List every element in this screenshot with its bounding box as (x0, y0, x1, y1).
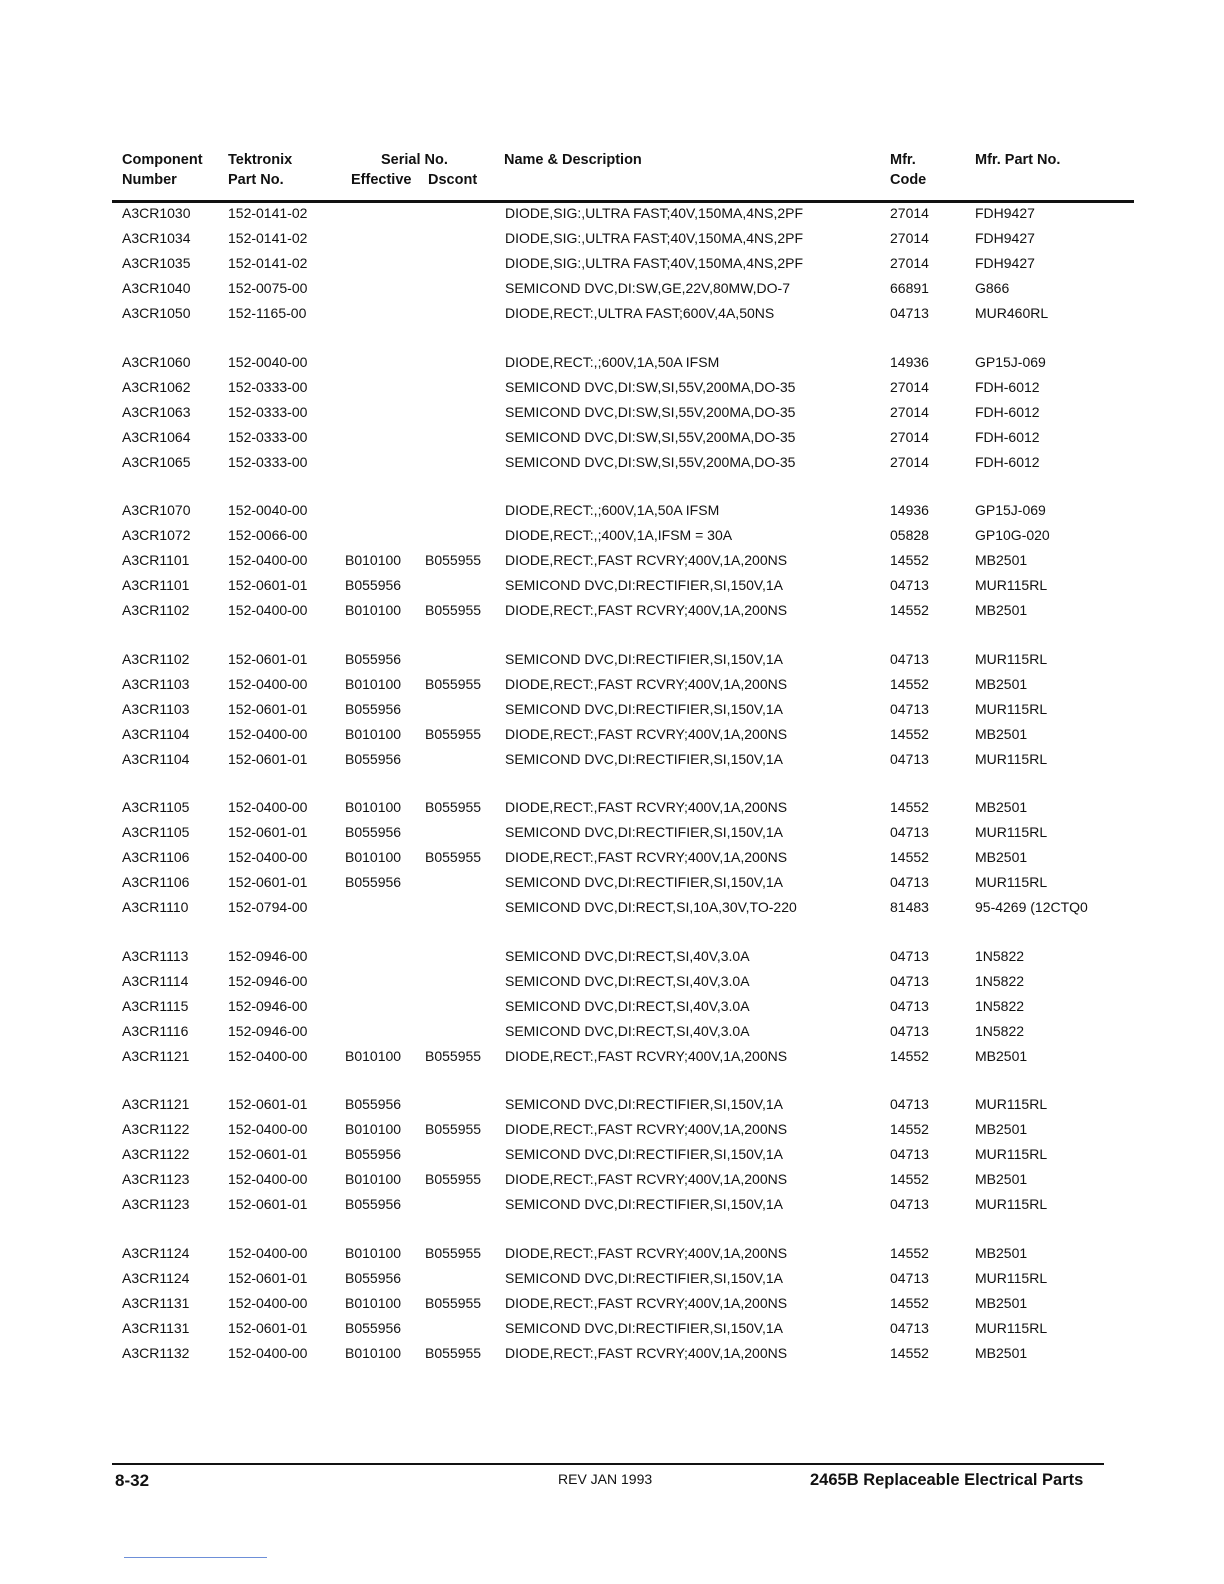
revision-date: REV JAN 1993 (558, 1471, 653, 1487)
part-number: 152-0075-00 (228, 280, 308, 296)
mfr-code: 27014 (890, 255, 929, 271)
serial-effective: B010100 (345, 1047, 402, 1064)
component-number: A3CR1122 (122, 1121, 190, 1137)
component-number: A3CR1121 (122, 1047, 190, 1064)
description: DIODE,RECT:,ULTRA FAST;600V,4A,50NS (505, 305, 775, 321)
description: DIODE,RECT:,;600V,1A,50A IFSM (505, 353, 720, 370)
header-serial-effective: Effective (351, 172, 412, 188)
mfr-code: 04713 (890, 1146, 929, 1162)
description: SEMICOND DVC,DI:RECTIFIER,SI,150V,1A (505, 650, 783, 667)
component-number: A3CR1114 (122, 972, 189, 989)
component-number: A3CR1105 (122, 799, 190, 815)
mfr-part-number: 1N5822 (975, 997, 1025, 1014)
component-number: A3CR1103 (122, 700, 190, 717)
page-number: 8-32 (115, 1471, 150, 1490)
serial-effective: B055956 (345, 1096, 402, 1112)
part-number: 152-0040-00 (228, 502, 308, 518)
table-row (0, 649, 1224, 669)
description: SEMICOND DVC,DI:RECTIFIER,SI,150V,1A (505, 1146, 783, 1162)
table-row (0, 253, 1224, 273)
table-row (0, 1268, 1224, 1288)
table-row (0, 946, 1224, 966)
mfr-code: 14552 (890, 1344, 929, 1361)
mfr-part-number: FDH-6012 (975, 428, 1040, 445)
mfr-part-number: MUR460RL (975, 305, 1049, 321)
component-number: A3CR1064 (122, 428, 191, 445)
mfr-part-number: MB2501 (975, 552, 1028, 568)
mfr-part-number: MUR115RL (975, 1269, 1048, 1286)
description: DIODE,RECT:,FAST RCVRY;400V,1A,200NS (505, 675, 788, 692)
serial-dscont: B055955 (425, 725, 482, 742)
mfr-part-number: 1N5822 (975, 1022, 1025, 1039)
mfr-code: 04713 (890, 750, 929, 767)
mfr-part-number: FDH-6012 (975, 403, 1040, 420)
table-row (0, 203, 1224, 223)
table-row (0, 674, 1224, 694)
serial-dscont: B055955 (425, 675, 482, 692)
mfr-part-number: MB2501 (975, 1244, 1028, 1261)
footer-rule (112, 1463, 1104, 1465)
description: SEMICOND DVC,DI:RECTIFIER,SI,150V,1A (505, 1096, 783, 1112)
mfr-part-number: FDH9427 (975, 255, 1035, 271)
header-component: Component Number (122, 152, 203, 188)
mfr-code: 14552 (890, 1121, 929, 1137)
header-mfr-code: Mfr. Code (890, 152, 927, 188)
table-row (0, 1046, 1224, 1066)
description: SEMICOND DVC,DI:RECTIFIER,SI,150V,1A (505, 1269, 783, 1286)
part-number: 152-0333-00 (228, 403, 308, 420)
mfr-part-number: MUR115RL (975, 1319, 1048, 1336)
mfr-part-number: 1N5822 (975, 972, 1025, 989)
serial-effective: B010100 (345, 602, 402, 618)
header-name-description: Name & Description (504, 152, 642, 168)
mfr-part-number: MUR115RL (975, 650, 1048, 667)
table-row (0, 749, 1224, 769)
mfr-code: 04713 (890, 650, 929, 667)
table-row (0, 1243, 1224, 1263)
description: DIODE,RECT:,FAST RCVRY;400V,1A,200NS (505, 799, 788, 815)
part-number: 152-0601-01 (228, 874, 308, 890)
part-number: 152-0601-01 (228, 1146, 308, 1162)
mfr-part-number: MB2501 (975, 1344, 1028, 1361)
serial-effective: B055956 (345, 1269, 402, 1286)
mfr-code: 04713 (890, 1022, 929, 1039)
description: SEMICOND DVC,DI:SW,SI,55V,200MA,DO-35 (505, 428, 796, 445)
part-number: 152-0400-00 (228, 725, 308, 742)
component-number: A3CR1131 (122, 1294, 190, 1311)
table-row (0, 228, 1224, 248)
mfr-code: 27014 (890, 378, 929, 395)
mfr-code: 27014 (890, 453, 929, 470)
component-number: A3CR1063 (122, 403, 191, 420)
component-number: A3CR1060 (122, 353, 191, 370)
component-number: A3CR1115 (122, 997, 189, 1014)
part-number: 152-0946-00 (228, 947, 308, 964)
mfr-code: 04713 (890, 305, 929, 321)
description: SEMICOND DVC,DI:RECTIFIER,SI,150V,1A (505, 874, 783, 890)
mfr-part-number: GP15J-069 (975, 353, 1046, 370)
blue-rule (124, 1557, 267, 1558)
part-number: 152-1165-00 (228, 305, 307, 321)
component-number: A3CR1035 (122, 255, 191, 271)
serial-effective: B055956 (345, 1196, 402, 1212)
part-number: 152-0141-02 (228, 255, 308, 271)
component-number: A3CR1072 (122, 527, 191, 543)
description: SEMICOND DVC,DI:RECTIFIER,SI,150V,1A (505, 824, 783, 840)
component-number: A3CR1121 (122, 1096, 190, 1112)
table-row (0, 1144, 1224, 1164)
part-number: 152-0400-00 (228, 1047, 308, 1064)
table-row (0, 377, 1224, 397)
serial-effective: B010100 (345, 1121, 402, 1137)
mfr-code: 04713 (890, 1096, 929, 1112)
serial-effective: B055956 (345, 1146, 402, 1162)
table-row (0, 550, 1224, 570)
description: SEMICOND DVC,DI:RECTIFIER,SI,150V,1A (505, 577, 783, 593)
mfr-code: 04713 (890, 997, 929, 1014)
component-number: A3CR1102 (122, 650, 190, 667)
serial-dscont: B055955 (425, 799, 482, 815)
serial-dscont: B055955 (425, 1244, 482, 1261)
serial-dscont: B055955 (425, 1171, 482, 1187)
description: DIODE,RECT:,FAST RCVRY;400V,1A,200NS (505, 1171, 788, 1187)
component-number: A3CR1050 (122, 305, 191, 321)
part-number: 152-0400-00 (228, 1294, 308, 1311)
table-row (0, 996, 1224, 1016)
mfr-code: 04713 (890, 874, 929, 890)
mfr-part-number: MUR115RL (975, 1196, 1048, 1212)
mfr-code: 66891 (890, 280, 929, 296)
description: SEMICOND DVC,DI:RECTIFIER,SI,150V,1A (505, 700, 783, 717)
description: DIODE,RECT:,;600V,1A,50A IFSM (505, 502, 720, 518)
description: SEMICOND DVC,DI:RECTIFIER,SI,150V,1A (505, 750, 783, 767)
serial-effective: B010100 (345, 1244, 402, 1261)
description: DIODE,RECT:,FAST RCVRY;400V,1A,200NS (505, 602, 788, 618)
description: SEMICOND DVC,DI:SW,SI,55V,200MA,DO-35 (505, 453, 796, 470)
table-row (0, 525, 1224, 545)
serial-effective: B010100 (345, 849, 402, 865)
component-number: A3CR1131 (122, 1319, 190, 1336)
mfr-part-number: MB2501 (975, 799, 1028, 815)
serial-effective: B055956 (345, 650, 402, 667)
mfr-part-number: FDH9427 (975, 230, 1035, 246)
component-number: A3CR1105 (122, 824, 190, 840)
mfr-code: 27014 (890, 205, 929, 221)
description: DIODE,RECT:,FAST RCVRY;400V,1A,200NS (505, 1047, 788, 1064)
mfr-code: 27014 (890, 230, 929, 246)
part-number: 152-0400-00 (228, 1244, 308, 1261)
table-row (0, 402, 1224, 422)
mfr-code: 04713 (890, 1269, 929, 1286)
mfr-code: 14552 (890, 1171, 929, 1187)
mfr-code: 04713 (890, 1319, 929, 1336)
part-number: 152-0400-00 (228, 552, 308, 568)
component-number: A3CR1101 (122, 577, 190, 593)
mfr-part-number: MUR115RL (975, 750, 1048, 767)
serial-effective: B010100 (345, 675, 402, 692)
description: DIODE,RECT:,FAST RCVRY;400V,1A,200NS (505, 1294, 788, 1311)
part-number: 152-0601-01 (228, 1096, 308, 1112)
component-number: A3CR1065 (122, 453, 191, 470)
mfr-code: 14936 (890, 353, 929, 370)
mfr-part-number: MB2501 (975, 849, 1028, 865)
table-row (0, 1318, 1224, 1338)
mfr-code: 04713 (890, 1196, 929, 1212)
description: SEMICOND DVC,DI:RECTIFIER,SI,150V,1A (505, 1319, 783, 1336)
mfr-part-number: MUR115RL (975, 1096, 1048, 1112)
serial-effective: B055956 (345, 577, 402, 593)
description: DIODE,RECT:,FAST RCVRY;400V,1A,200NS (505, 725, 788, 742)
table-row (0, 699, 1224, 719)
part-number: 152-0601-01 (228, 650, 308, 667)
header-mfr-part: Mfr. Part No. (975, 152, 1061, 168)
component-number: A3CR1104 (122, 750, 190, 767)
mfr-code: 05828 (890, 527, 929, 543)
part-number: 152-0601-01 (228, 1269, 308, 1286)
component-number: A3CR1123 (122, 1196, 190, 1212)
serial-effective: B010100 (345, 1294, 402, 1311)
mfr-part-number: MUR115RL (975, 1146, 1048, 1162)
component-number: A3CR1034 (122, 230, 191, 246)
description: SEMICOND DVC,DI:SW,SI,55V,200MA,DO-35 (505, 378, 796, 395)
component-number: A3CR1062 (122, 378, 191, 395)
description: SEMICOND DVC,DI:RECT,SI,10A,30V,TO-220 (505, 899, 797, 915)
table-row (0, 303, 1224, 323)
document-title: 2465B Replaceable Electrical Parts (810, 1471, 1084, 1489)
mfr-part-number: MUR115RL (975, 874, 1048, 890)
mfr-part-number: GP10G-020 (975, 527, 1050, 543)
serial-effective: B055956 (345, 700, 402, 717)
mfr-part-number: MB2501 (975, 1047, 1028, 1064)
part-number: 152-0400-00 (228, 675, 308, 692)
description: DIODE,RECT:,FAST RCVRY;400V,1A,200NS (505, 1244, 788, 1261)
mfr-code: 04713 (890, 824, 929, 840)
mfr-code: 27014 (890, 428, 929, 445)
table-row (0, 897, 1224, 917)
component-number: A3CR1106 (122, 874, 190, 890)
mfr-code: 04713 (890, 577, 929, 593)
table-row (0, 278, 1224, 298)
header-serial: Serial No. (381, 152, 448, 168)
component-number: A3CR1132 (122, 1344, 190, 1361)
description: SEMICOND DVC,DI:RECT,SI,40V,3.0A (505, 947, 750, 964)
component-number: A3CR1040 (122, 280, 191, 296)
part-number: 152-0400-00 (228, 602, 308, 618)
description: DIODE,RECT:,FAST RCVRY;400V,1A,200NS (505, 1344, 788, 1361)
component-number: A3CR1122 (122, 1146, 190, 1162)
component-number: A3CR1102 (122, 602, 190, 618)
serial-dscont: B055955 (425, 1047, 482, 1064)
mfr-part-number: MUR115RL (975, 577, 1048, 593)
table-row (0, 452, 1224, 472)
table-row (0, 575, 1224, 595)
mfr-code: 14552 (890, 799, 929, 815)
mfr-code: 14552 (890, 1047, 929, 1064)
component-number: A3CR1070 (122, 502, 191, 518)
table-row (0, 1094, 1224, 1114)
table-row (0, 500, 1224, 520)
mfr-part-number: MB2501 (975, 1171, 1028, 1187)
serial-effective: B010100 (345, 552, 402, 568)
part-number: 152-0601-01 (228, 824, 308, 840)
mfr-part-number: FDH9427 (975, 205, 1035, 221)
mfr-part-number: MUR115RL (975, 700, 1048, 717)
part-number: 152-0946-00 (228, 997, 308, 1014)
component-number: A3CR1124 (122, 1244, 190, 1261)
component-number: A3CR1116 (122, 1022, 189, 1039)
mfr-code: 04713 (890, 700, 929, 717)
table-row (0, 822, 1224, 842)
mfr-code: 81483 (890, 899, 929, 915)
component-number: A3CR1123 (122, 1171, 190, 1187)
table-row (0, 1169, 1224, 1189)
component-number: A3CR1103 (122, 675, 190, 692)
part-number: 152-0400-00 (228, 799, 308, 815)
mfr-code: 04713 (890, 947, 929, 964)
description: DIODE,RECT:,;400V,1A,IFSM = 30A (505, 527, 733, 543)
part-number: 152-0141-02 (228, 230, 308, 246)
mfr-part-number: MB2501 (975, 602, 1028, 618)
table-row (0, 1119, 1224, 1139)
serial-dscont: B055955 (425, 1121, 482, 1137)
mfr-part-number: FDH-6012 (975, 453, 1040, 470)
mfr-part-number: MB2501 (975, 1294, 1028, 1311)
mfr-code: 14552 (890, 725, 929, 742)
table-row (0, 971, 1224, 991)
mfr-part-number: G866 (975, 280, 1010, 296)
mfr-part-number: MUR115RL (975, 824, 1048, 840)
description: SEMICOND DVC,DI:RECT,SI,40V,3.0A (505, 997, 750, 1014)
serial-effective: B055956 (345, 750, 402, 767)
mfr-part-number: MB2501 (975, 1121, 1028, 1137)
mfr-part-number: 1N5822 (975, 947, 1025, 964)
serial-dscont: B055955 (425, 849, 482, 865)
mfr-code: 27014 (890, 403, 929, 420)
table-row (0, 872, 1224, 892)
mfr-code: 14552 (890, 1294, 929, 1311)
serial-effective: B055956 (345, 874, 402, 890)
part-number: 152-0400-00 (228, 1121, 308, 1137)
serial-dscont: B055955 (425, 552, 482, 568)
mfr-code: 14552 (890, 1244, 929, 1261)
mfr-code: 14552 (890, 675, 929, 692)
mfr-code: 04713 (890, 972, 929, 989)
serial-effective: B010100 (345, 799, 402, 815)
mfr-part-number: GP15J-069 (975, 502, 1046, 518)
table-row (0, 847, 1224, 867)
table-row (0, 427, 1224, 447)
mfr-code: 14552 (890, 849, 929, 865)
serial-effective: B055956 (345, 824, 402, 840)
description: DIODE,SIG:,ULTRA FAST;40V,150MA,4NS,2PF (505, 205, 804, 221)
component-number: A3CR1106 (122, 849, 190, 865)
mfr-part-number: 95-4269 (12CTQ0 (975, 899, 1088, 915)
part-number: 152-0601-01 (228, 1319, 308, 1336)
part-number: 152-0601-01 (228, 700, 308, 717)
component-number: A3CR1124 (122, 1269, 190, 1286)
serial-dscont: B055955 (425, 602, 482, 618)
part-number: 152-0601-01 (228, 577, 308, 593)
part-number: 152-0040-00 (228, 353, 308, 370)
serial-effective: B010100 (345, 1171, 402, 1187)
serial-effective: B055956 (345, 1319, 402, 1336)
part-number: 152-0794-00 (228, 899, 308, 915)
component-number: A3CR1113 (122, 947, 189, 964)
description: DIODE,SIG:,ULTRA FAST;40V,150MA,4NS,2PF (505, 230, 804, 246)
component-number: A3CR1110 (122, 899, 189, 915)
mfr-part-number: MB2501 (975, 675, 1028, 692)
table-row (0, 1021, 1224, 1041)
description: DIODE,SIG:,ULTRA FAST;40V,150MA,4NS,2PF (505, 255, 804, 271)
part-number: 152-0333-00 (228, 378, 308, 395)
part-number: 152-0946-00 (228, 1022, 308, 1039)
part-number: 152-0400-00 (228, 849, 308, 865)
header-tektronix: Tektronix Part No. (228, 152, 293, 188)
mfr-code: 14936 (890, 502, 929, 518)
description: DIODE,RECT:,FAST RCVRY;400V,1A,200NS (505, 552, 788, 568)
table-row (0, 797, 1224, 817)
description: SEMICOND DVC,DI:SW,GE,22V,80MW,DO-7 (505, 280, 790, 296)
component-number: A3CR1104 (122, 725, 190, 742)
part-number: 152-0400-00 (228, 1171, 308, 1187)
mfr-part-number: MB2501 (975, 725, 1028, 742)
component-number: A3CR1101 (122, 552, 190, 568)
serial-dscont: B055955 (425, 1344, 482, 1361)
description: SEMICOND DVC,DI:RECT,SI,40V,3.0A (505, 1022, 750, 1039)
description: DIODE,RECT:,FAST RCVRY;400V,1A,200NS (505, 1121, 788, 1137)
part-number: 152-0601-01 (228, 750, 308, 767)
part-number: 152-0946-00 (228, 972, 308, 989)
part-number: 152-0601-01 (228, 1196, 308, 1212)
description: SEMICOND DVC,DI:SW,SI,55V,200MA,DO-35 (505, 403, 796, 420)
table-row (0, 1194, 1224, 1214)
part-number: 152-0066-00 (228, 527, 308, 543)
part-number: 152-0333-00 (228, 428, 308, 445)
table-row (0, 1293, 1224, 1313)
mfr-code: 14552 (890, 602, 929, 618)
description: SEMICOND DVC,DI:RECT,SI,40V,3.0A (505, 972, 750, 989)
part-number: 152-0141-02 (228, 205, 308, 221)
mfr-code: 14552 (890, 552, 929, 568)
serial-effective: B010100 (345, 1344, 402, 1361)
component-number: A3CR1030 (122, 205, 191, 221)
serial-effective: B010100 (345, 725, 402, 742)
table-row (0, 600, 1224, 620)
header-serial-dscont: Dscont (428, 172, 478, 188)
table-row (0, 1343, 1224, 1363)
description: SEMICOND DVC,DI:RECTIFIER,SI,150V,1A (505, 1196, 783, 1212)
description: DIODE,RECT:,FAST RCVRY;400V,1A,200NS (505, 849, 788, 865)
table-row (0, 724, 1224, 744)
part-number: 152-0333-00 (228, 453, 308, 470)
table-row (0, 352, 1224, 372)
part-number: 152-0400-00 (228, 1344, 308, 1361)
mfr-part-number: FDH-6012 (975, 378, 1040, 395)
serial-dscont: B055955 (425, 1294, 482, 1311)
